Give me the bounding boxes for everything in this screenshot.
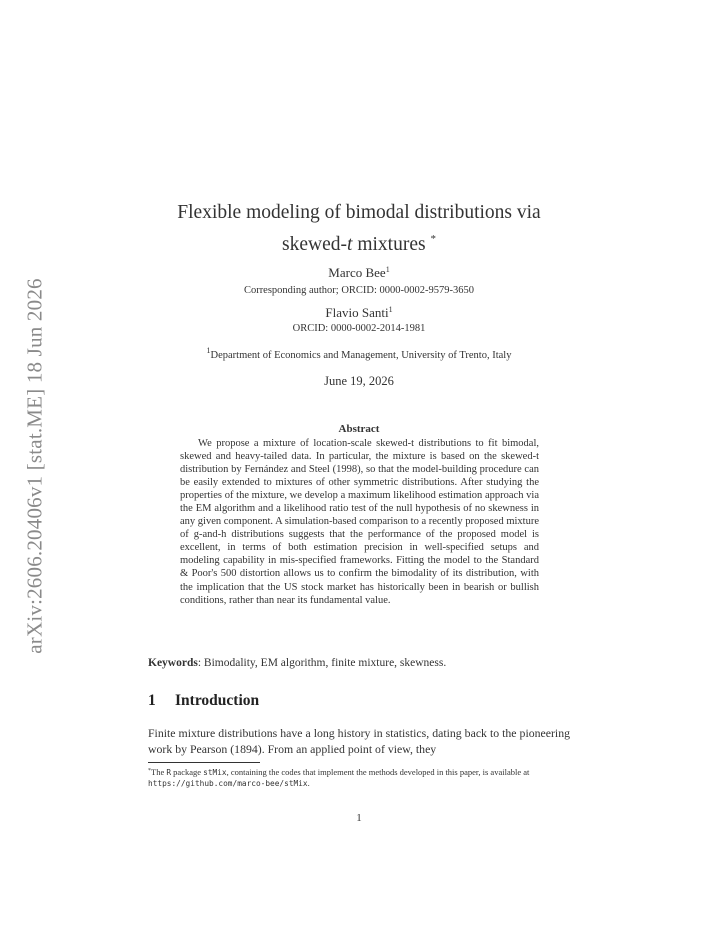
author-1-note: Corresponding author; ORCID: 0000-0002-9579-3650: [243, 285, 475, 296]
title-text: mixtures: [352, 234, 426, 255]
footnote: [148, 766, 570, 789]
footnote-repository-link[interactable]: https://github.com/marco-bee/stMix: [148, 779, 308, 788]
affiliation-mark: 1: [388, 305, 393, 314]
affiliation-mark: 1: [206, 346, 211, 355]
affiliation: [148, 346, 570, 361]
title-line-2: [148, 226, 570, 258]
affiliation-mark: 1: [385, 265, 390, 274]
paper-date: June 19, 2026: [324, 374, 394, 388]
introduction-paragraph: Finite mixture distributions have a long history in statistics, dating back to the pioneering work by Pearson (1894). From an applied point of view, they: [148, 726, 570, 756]
footnote-text: .: [307, 778, 310, 788]
keywords: [148, 657, 570, 669]
footnote-code: R: [166, 768, 172, 777]
abstract-heading: Abstract: [338, 423, 380, 435]
author-2-note: ORCID: 0000-0002-2014-1981: [292, 323, 426, 334]
paper-title: [148, 200, 570, 258]
section-number: 1: [148, 692, 156, 709]
author-name: Marco Bee: [328, 265, 386, 280]
footnote-mark: *: [148, 768, 151, 774]
affiliation-text: Department of Economics and Management, University of Trento, Italy: [210, 350, 512, 361]
abstract-text: We propose a mixture of location-scale skewed-t distributions to fit bimodal, skewed and heavy-tailed data. In particular, the mixture is based on the skewed-t distribution by Fernández and Steel (1998), so that the model-building procedure can be easily extended to mixtures of other symmetric distributions. After studying the properties of the mixture, we develop a maximum likelihood estimation approach via the EM algorithm and a likelihood ratio test of the null hypothesis of no skewness in any given component. A simulation-based comparison to a recently proposed mixture of g-and-h distributions suggests that the performance of the proposed model is excellent, in terms of both estimation precision in well-specified setups and modeling capability in mis-specified frameworks. Fitting the model to the Standard & Poor's 500 distortion allows us to confirm the bimodality of its distribution, with the implication that the US stock market has historically been in bearish or bullish conditions, rather than near its fundamental value.: [180, 438, 539, 606]
title-text: skewed-: [282, 234, 348, 255]
keywords-list: : Bimodality, EM algorithm, finite mixture, skewness.: [197, 657, 447, 669]
title-line-1: Flexible modeling of bimodal distributions via: [177, 202, 541, 223]
footnote-code: stMix: [203, 768, 227, 777]
author-1: [148, 265, 570, 281]
author-2: [148, 305, 570, 321]
title-italic-t: t: [347, 234, 353, 255]
section-heading-introduction: [148, 692, 259, 710]
arxiv-identifier-stamp: arXiv:2606.20406v1 [stat.ME] 18 Jun 2026: [22, 278, 47, 654]
author-name: Flavio Santi: [325, 305, 389, 320]
page-number: 1: [356, 812, 362, 824]
footnote-text: , containing the codes that implement the methods developed in this paper, is available at: [226, 767, 530, 777]
section-title: Introduction: [175, 692, 260, 709]
keywords-label: Keywords: [148, 657, 198, 669]
footnote-text: The: [151, 767, 167, 777]
title-footnote-mark[interactable]: *: [430, 233, 436, 245]
footnote-divider: [148, 762, 260, 763]
footnote-text: package: [171, 767, 204, 777]
